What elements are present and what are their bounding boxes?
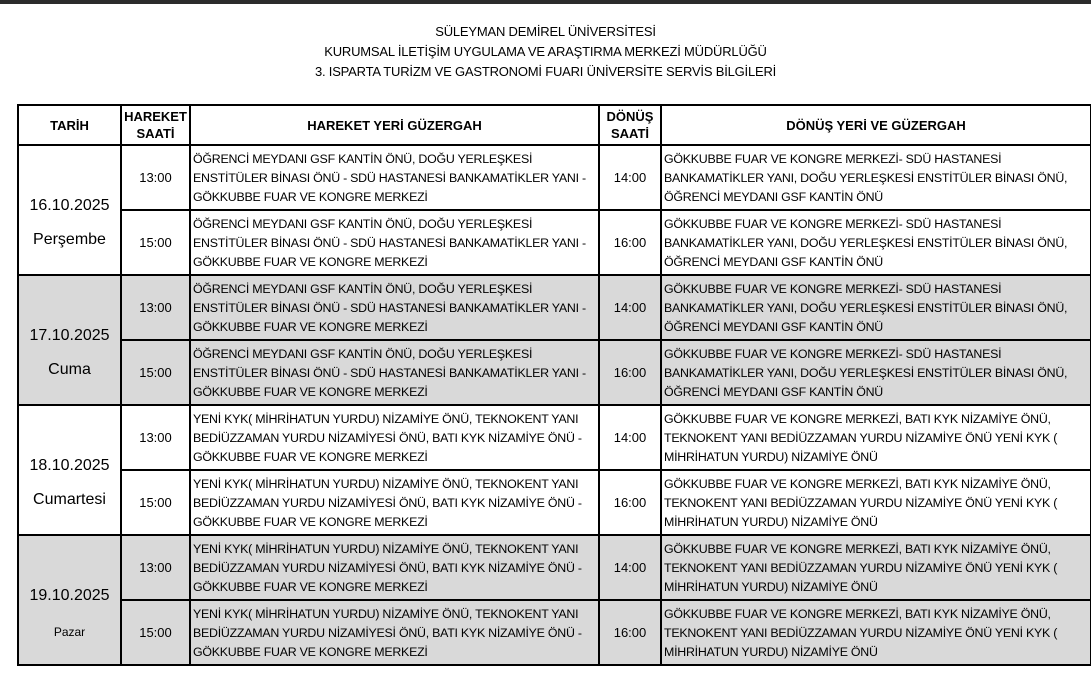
- departure-route-cell: [190, 340, 599, 405]
- return-time-cell: 16:00: [599, 600, 661, 665]
- return-route-cell: [661, 145, 1091, 210]
- col-header-return-route: DÖNÜŞ YERİ VE GÜZERGAH: [661, 105, 1091, 145]
- route-line: TEKNOKENT YANI BEDİÜZZAMAN YURDU NİZAMİYE ÖNÜ YENİ KYK (: [664, 430, 1058, 445]
- route-line: GÖKKUBBE FUAR VE KONGRE MERKEZİ- SDÜ HASTANESİ: [664, 346, 1002, 361]
- shuttle-schedule-table: [17, 104, 1091, 666]
- route-line: YENİ KYK( MİHRİHATUN YURDU) NİZAMİYE ÖNÜ, TEKNOKENT YANI: [193, 606, 579, 621]
- return-route-cell: [661, 210, 1091, 275]
- date-cell: [18, 145, 121, 275]
- document-header: [0, 22, 1091, 82]
- return-time-cell: 16:00: [599, 340, 661, 405]
- window-top-bar: [0, 0, 1091, 4]
- route-line: TEKNOKENT YANI BEDİÜZZAMAN YURDU NİZAMİYE ÖNÜ YENİ KYK (: [664, 560, 1058, 575]
- route-line: GÖKKUBBE FUAR VE KONGRE MERKEZİ: [193, 579, 428, 594]
- route-line: ÖĞRENCİ MEYDANI GSF KANTİN ÖNÜ, DOĞU YERLEŞKESİ: [193, 346, 533, 361]
- return-route-cell: [661, 535, 1091, 600]
- route-line: GÖKKUBBE FUAR VE KONGRE MERKEZİ, BATI KYK NİZAMİYE ÖNÜ,: [664, 541, 1051, 556]
- table-row: [18, 340, 1091, 405]
- departure-route-cell: [190, 210, 599, 275]
- departure-time-cell: 13:00: [121, 275, 190, 340]
- return-route-cell: [661, 470, 1091, 535]
- route-line: TEKNOKENT YANI BEDİÜZZAMAN YURDU NİZAMİYE ÖNÜ YENİ KYK (: [664, 495, 1058, 510]
- route-line: YENİ KYK( MİHRİHATUN YURDU) NİZAMİYE ÖNÜ, TEKNOKENT YANI: [193, 411, 579, 426]
- date-cell: [18, 275, 121, 405]
- table-header-row: [18, 105, 1091, 145]
- route-line: TEKNOKENT YANI BEDİÜZZAMAN YURDU NİZAMİYE ÖNÜ YENİ KYK (: [664, 625, 1058, 640]
- col-header-return-time: DÖNÜŞ SAATİ: [599, 105, 661, 145]
- route-line: GÖKKUBBE FUAR VE KONGRE MERKEZİ: [193, 254, 428, 269]
- route-line: GÖKKUBBE FUAR VE KONGRE MERKEZİ: [193, 189, 428, 204]
- departure-time-cell: 13:00: [121, 405, 190, 470]
- route-line: ENSTİTÜLER BİNASI ÖNÜ - SDÜ HASTANESİ BANKAMATİKLER YANI -: [193, 365, 586, 380]
- departure-time-cell: 15:00: [121, 340, 190, 405]
- departure-route-cell: [190, 470, 599, 535]
- date-cell: [18, 405, 121, 535]
- departure-time-cell: 13:00: [121, 535, 190, 600]
- department-title: KURUMSAL İLETİŞİM UYGULAMA VE ARAŞTIRMA MERKEZİ MÜDÜRLÜĞÜ: [324, 44, 767, 59]
- route-line: GÖKKUBBE FUAR VE KONGRE MERKEZİ- SDÜ HASTANESİ: [664, 281, 1002, 296]
- route-line: GÖKKUBBE FUAR VE KONGRE MERKEZİ- SDÜ HASTANESİ: [664, 216, 1002, 231]
- return-time-cell: 14:00: [599, 275, 661, 340]
- table-row: [18, 275, 1091, 340]
- date-value: 18.10.2025: [29, 457, 110, 474]
- return-route-cell: [661, 600, 1091, 665]
- weekday-value: Perşembe: [33, 231, 106, 248]
- return-time-cell: 14:00: [599, 145, 661, 210]
- route-line: ÖĞRENCİ MEYDANI GSF KANTİN ÖNÜ: [664, 319, 883, 334]
- route-line: ÖĞRENCİ MEYDANI GSF KANTİN ÖNÜ: [664, 384, 883, 399]
- route-line: ÖĞRENCİ MEYDANI GSF KANTİN ÖNÜ, DOĞU YERLEŞKESİ: [193, 281, 533, 296]
- route-line: GÖKKUBBE FUAR VE KONGRE MERKEZİ, BATI KYK NİZAMİYE ÖNÜ,: [664, 411, 1051, 426]
- return-time-cell: 14:00: [599, 535, 661, 600]
- route-line: MİHRİHATUN YURDU) NİZAMİYE ÖNÜ: [664, 449, 878, 464]
- departure-route-cell: [190, 275, 599, 340]
- route-line: BEDİÜZZAMAN YURDU NİZAMİYESİ ÖNÜ, BATI KYK NİZAMİYE ÖNÜ -: [193, 625, 582, 640]
- date-value: 17.10.2025: [29, 327, 110, 344]
- route-line: BANKAMATİKLER YANI, DOĞU YERLEŞKESİ ENSTİTÜLER BİNASI ÖNÜ,: [664, 300, 1068, 315]
- route-line: GÖKKUBBE FUAR VE KONGRE MERKEZİ: [193, 644, 428, 659]
- route-line: GÖKKUBBE FUAR VE KONGRE MERKEZİ: [193, 514, 428, 529]
- table-row: [18, 405, 1091, 470]
- route-line: BANKAMATİKLER YANI, DOĞU YERLEŞKESİ ENSTİTÜLER BİNASI ÖNÜ,: [664, 170, 1068, 185]
- table-row: [18, 470, 1091, 535]
- event-title: 3. ISPARTA TURİZM VE GASTRONOMİ FUARI ÜNİVERSİTE SERVİS BİLGİLERİ: [314, 64, 777, 79]
- departure-route-cell: [190, 405, 599, 470]
- col-header-departure-route: HAREKET YERİ GÜZERGAH: [190, 105, 599, 145]
- route-line: ENSTİTÜLER BİNASI ÖNÜ - SDÜ HASTANESİ BANKAMATİKLER YANI -: [193, 235, 586, 250]
- route-line: MİHRİHATUN YURDU) NİZAMİYE ÖNÜ: [664, 644, 878, 659]
- route-line: ENSTİTÜLER BİNASI ÖNÜ - SDÜ HASTANESİ BANKAMATİKLER YANI -: [193, 170, 586, 185]
- route-line: GÖKKUBBE FUAR VE KONGRE MERKEZİ: [193, 319, 428, 334]
- weekday-value: Cumartesi: [33, 491, 106, 508]
- col-header-date: TARİH: [18, 105, 121, 145]
- route-line: GÖKKUBBE FUAR VE KONGRE MERKEZİ, BATI KYK NİZAMİYE ÖNÜ,: [664, 476, 1051, 491]
- return-route-cell: [661, 405, 1091, 470]
- route-line: GÖKKUBBE FUAR VE KONGRE MERKEZİ- SDÜ HASTANESİ: [664, 151, 1002, 166]
- date-value: 16.10.2025: [29, 197, 110, 214]
- route-line: ENSTİTÜLER BİNASI ÖNÜ - SDÜ HASTANESİ BANKAMATİKLER YANI -: [193, 300, 586, 315]
- route-line: BEDİÜZZAMAN YURDU NİZAMİYESİ ÖNÜ, BATI KYK NİZAMİYE ÖNÜ -: [193, 560, 582, 575]
- route-line: ÖĞRENCİ MEYDANI GSF KANTİN ÖNÜ: [664, 189, 883, 204]
- departure-time-cell: 13:00: [121, 145, 190, 210]
- date-cell: [18, 535, 121, 665]
- route-line: YENİ KYK( MİHRİHATUN YURDU) NİZAMİYE ÖNÜ, TEKNOKENT YANI: [193, 476, 579, 491]
- return-time-cell: 16:00: [599, 210, 661, 275]
- route-line: BANKAMATİKLER YANI, DOĞU YERLEŞKESİ ENSTİTÜLER BİNASI ÖNÜ,: [664, 365, 1068, 380]
- table-row: [18, 600, 1091, 665]
- route-line: GÖKKUBBE FUAR VE KONGRE MERKEZİ, BATI KYK NİZAMİYE ÖNÜ,: [664, 606, 1051, 621]
- route-line: ÖĞRENCİ MEYDANI GSF KANTİN ÖNÜ: [664, 254, 883, 269]
- route-line: ÖĞRENCİ MEYDANI GSF KANTİN ÖNÜ, DOĞU YERLEŞKESİ: [193, 216, 533, 231]
- route-line: BEDİÜZZAMAN YURDU NİZAMİYESİ ÖNÜ, BATI KYK NİZAMİYE ÖNÜ -: [193, 430, 582, 445]
- return-route-cell: [661, 275, 1091, 340]
- route-line: BEDİÜZZAMAN YURDU NİZAMİYESİ ÖNÜ, BATI KYK NİZAMİYE ÖNÜ -: [193, 495, 582, 510]
- return-time-cell: 16:00: [599, 470, 661, 535]
- return-route-cell: [661, 340, 1091, 405]
- route-line: YENİ KYK( MİHRİHATUN YURDU) NİZAMİYE ÖNÜ, TEKNOKENT YANI: [193, 541, 579, 556]
- route-line: MİHRİHATUN YURDU) NİZAMİYE ÖNÜ: [664, 579, 878, 594]
- route-line: GÖKKUBBE FUAR VE KONGRE MERKEZİ: [193, 384, 428, 399]
- departure-time-cell: 15:00: [121, 600, 190, 665]
- weekday-value: Cuma: [48, 361, 91, 378]
- departure-route-cell: [190, 600, 599, 665]
- departure-route-cell: [190, 535, 599, 600]
- route-line: ÖĞRENCİ MEYDANI GSF KANTİN ÖNÜ, DOĞU YERLEŞKESİ: [193, 151, 533, 166]
- route-line: BANKAMATİKLER YANI, DOĞU YERLEŞKESİ ENSTİTÜLER BİNASI ÖNÜ,: [664, 235, 1068, 250]
- table-row: [18, 535, 1091, 600]
- departure-route-cell: [190, 145, 599, 210]
- weekday-value: Pazar: [53, 625, 86, 639]
- return-time-cell: 14:00: [599, 405, 661, 470]
- route-line: MİHRİHATUN YURDU) NİZAMİYE ÖNÜ: [664, 514, 878, 529]
- route-line: GÖKKUBBE FUAR VE KONGRE MERKEZİ: [193, 449, 428, 464]
- table-row: [18, 210, 1091, 275]
- col-header-departure-time: HAREKET SAATİ: [121, 105, 190, 145]
- table-row: [18, 145, 1091, 210]
- university-title: SÜLEYMAN DEMİREL ÜNİVERSİTESİ: [435, 24, 656, 39]
- departure-time-cell: 15:00: [121, 470, 190, 535]
- date-value: 19.10.2025: [29, 587, 110, 604]
- departure-time-cell: 15:00: [121, 210, 190, 275]
